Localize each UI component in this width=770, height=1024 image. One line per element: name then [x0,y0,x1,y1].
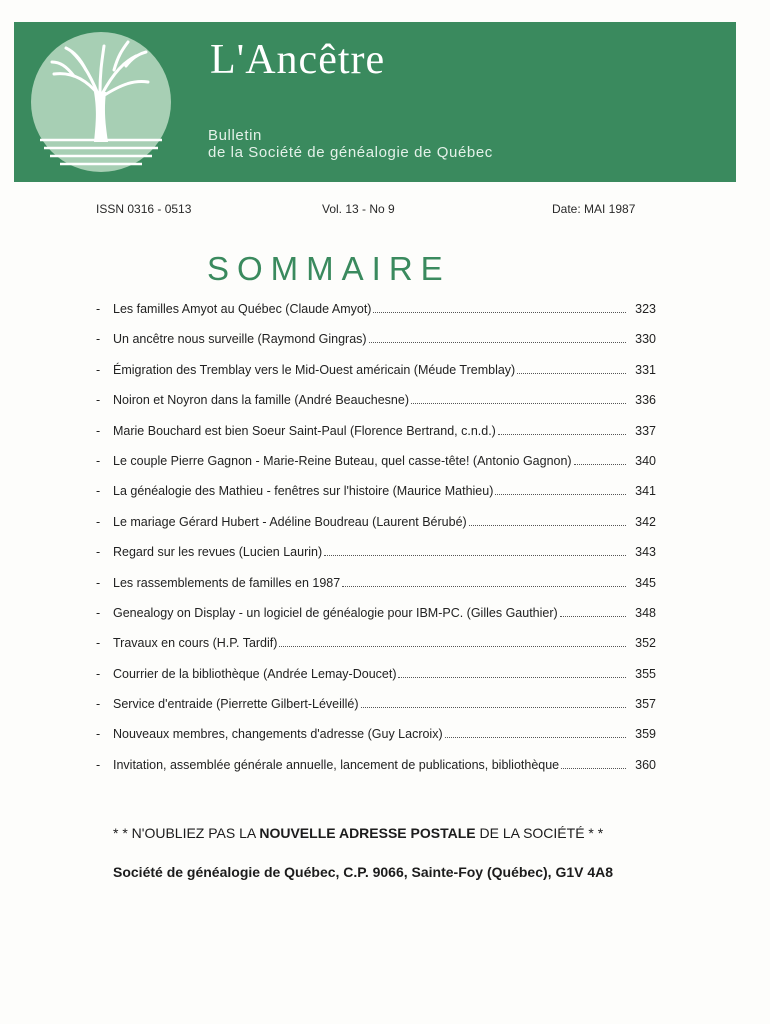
table-of-contents [96,302,656,788]
toc-item-title: Le mariage Gérard Hubert - Adéline Boudreau (Laurent Bérubé) [113,514,467,529]
toc-item-title: Invitation, assemblée générale annuelle, lancement de publications, bibliothèque [113,757,560,772]
subtitle-line-2: de la Société de généalogie de Québec [208,144,493,161]
toc-item-page: 359 [635,727,656,742]
toc-item: - Marie Bouchard est bien Soeur Saint-Paul (Florence Bertrand, c.n.d.) 337 [96,423,656,438]
toc-item: - Invitation, assemblée générale annuelle, lancement de publications, bibliothèque 360 [96,757,656,772]
toc-item-page: 336 [635,393,656,408]
toc-item-page: 348 [635,605,656,620]
society-logo [14,22,176,182]
toc-item: - Les rassemblements de familles en 1987 345 [96,575,656,590]
toc-item-title: Les familles Amyot au Québec (Claude Amyot) [113,302,372,316]
toc-item-title: Marie Bouchard est bien Soeur Saint-Paul (Florence Bertrand, c.n.d.) [113,423,496,438]
toc-item: - Nouveaux membres, changements d'adresse (Guy Lacroix) 359 [96,727,656,742]
bulletin-title: L'Ancêtre [210,37,386,83]
bulletin-subtitle [208,127,493,161]
toc-item: - Genealogy on Display - un logiciel de généalogie pour IBM-PC. (Gilles Gauthier) 348 [96,605,656,620]
volume-number: Vol. 13 - No 9 [322,202,395,216]
toc-item-page: 342 [635,514,656,529]
toc-item-page: 360 [635,757,656,772]
toc-item-title: Travaux en cours (H.P. Tardif) [113,636,278,651]
toc-item: - Le mariage Gérard Hubert - Adéline Boudreau (Laurent Bérubé) 342 [96,514,656,529]
toc-item-page: 331 [635,362,656,377]
toc-item-page: 352 [635,636,656,651]
issue-date: Date: MAI 1987 [552,202,636,216]
toc-item: - Un ancêtre nous surveille (Raymond Gingras) 330 [96,332,656,347]
toc-item-title: Nouveaux membres, changements d'adresse (Guy Lacroix) [113,727,443,742]
toc-item-title: Service d'entraide (Pierrette Gilbert-Léveillé) [113,697,359,712]
toc-item-page: 345 [635,575,656,590]
toc-item-title: Courrier de la bibliothèque (Andrée Lemay-Doucet) [113,666,397,681]
toc-item-page: 343 [635,545,656,560]
toc-item-title: Un ancêtre nous surveille (Raymond Gingras) [113,332,367,347]
issn: ISSN 0316 - 0513 [96,202,192,216]
notice-suffix: DE LA SOCIÉTÉ * * [479,825,604,841]
toc-item-title: La généalogie des Mathieu - fenêtres sur l'histoire (Maurice Mathieu) [113,484,494,499]
toc-item-title: Émigration des Tremblay vers le Mid-Ouest américain (Méude Tremblay) [113,362,516,377]
toc-item-page: 357 [635,697,656,712]
notice-prefix: * * N'OUBLIEZ PAS LA [113,825,256,841]
toc-item-title: Le couple Pierre Gagnon - Marie-Reine Buteau, quel casse-tête! (Antonio Gagnon) [113,453,572,468]
toc-item-title: Genealogy on Display - un logiciel de généalogie pour IBM-PC. (Gilles Gauthier) [113,605,558,620]
toc-item: - Travaux en cours (H.P. Tardif) 352 [96,636,656,651]
toc-item-page: 341 [635,484,656,499]
toc-item: - Le couple Pierre Gagnon - Marie-Reine Buteau, quel casse-tête! (Antonio Gagnon) 340 [96,453,656,468]
toc-item: - Émigration des Tremblay vers le Mid-Ouest américain (Méude Tremblay) 331 [96,362,656,377]
toc-item-page: 340 [635,453,656,468]
toc-item: - Service d'entraide (Pierrette Gilbert-Léveillé) 357 [96,697,656,712]
toc-item: - La généalogie des Mathieu - fenêtres sur l'histoire (Maurice Mathieu) 341 [96,484,656,499]
toc-item-title: Regard sur les revues (Lucien Laurin) [113,545,323,560]
issue-meta [0,202,770,220]
toc-item-page: 337 [635,423,656,438]
toc-item-title: Les rassemblements de familles en 1987 [113,575,341,590]
subtitle-line-1: Bulletin [208,127,262,144]
toc-item: - Regard sur les revues (Lucien Laurin) 343 [96,545,656,560]
toc-item-page: 323 [635,302,656,316]
tree-logo-icon [14,22,176,182]
toc-item-page: 330 [635,332,656,347]
toc-item: - Courrier de la bibliothèque (Andrée Lemay-Doucet) 355 [96,666,656,681]
address-notice [113,825,603,841]
toc-item-title: Noiron et Noyron dans la famille (André Beauchesne) [113,393,409,408]
masthead-banner [14,22,736,182]
toc-item: - Les familles Amyot au Québec (Claude Amyot) 323 [96,302,656,316]
postal-address: Société de généalogie de Québec, C.P. 9066, Sainte-Foy (Québec), G1V 4A8 [113,864,614,880]
notice-emphasis: NOUVELLE ADRESSE POSTALE [259,825,476,841]
toc-item-page: 355 [635,666,656,681]
page-title: SOMMAIRE [207,250,451,287]
toc-item: - Noiron et Noyron dans la famille (André Beauchesne) 336 [96,393,656,408]
